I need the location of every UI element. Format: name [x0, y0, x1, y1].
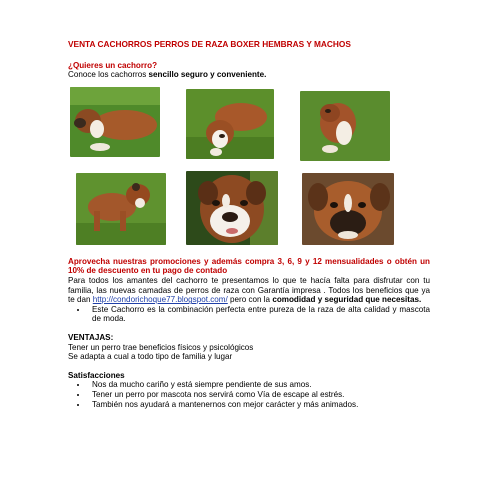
promo-text: Aprovecha nuestras promociones y además compra 3, 6, 9 y 12 mensualidades o obtén un 10% de descuento en tu pago de contado: [68, 256, 430, 276]
puppy-photo-3: [300, 91, 390, 161]
satisfacciones-list: [68, 380, 430, 409]
document-page: [68, 40, 430, 409]
question-heading: ¿Quieres un cachorro?: [68, 60, 158, 70]
ventajas-heading: VENTAJAS:: [68, 332, 114, 342]
list-item: • También nos ayudará a mantenernos con mejor carácter y más animados.: [88, 400, 430, 410]
main-paragraph: [68, 276, 430, 305]
list-item: • Este Cachorro es la combinación perfecta entre pureza de la raza de alta calidad y mascota de moda.: [88, 305, 430, 324]
blog-link[interactable]: http://condorichoque77.blogspot.com/: [92, 295, 228, 305]
paragraph-bold: comodidad y seguridad que necesitas.: [272, 295, 422, 305]
page-title: VENTA CACHORROS PERROS DE RAZA BOXER HEMBRAS Y MACHOS: [68, 39, 351, 49]
feature-list: [68, 305, 430, 324]
puppy-photo-1: [70, 87, 160, 157]
ventajas-line-2: Se adapta a cual a todo tipo de familia y lugar: [68, 352, 233, 362]
satisfacciones-heading: Satisfacciones: [68, 370, 125, 380]
ventajas-line-1: Tener un perro trae beneficios físicos y psicológicos: [68, 342, 254, 352]
list-item: • Tener un perro por mascota nos servirá como Vía de escape al estrés.: [88, 390, 430, 400]
puppy-photo-5: [186, 171, 278, 245]
intro-bold: sencillo seguro y conveniente.: [148, 70, 267, 80]
intro-prefix: Conoce los cachorros: [68, 70, 149, 80]
puppy-photo-4: [76, 173, 166, 245]
puppy-photo-6: [302, 173, 394, 245]
puppy-photo-grid: [68, 87, 430, 245]
paragraph-prefix: Para todos los amantes del cachorro te presentamos lo que te hacía falta para disfrutar con tu familia, las nuevas camadas de perros de raza con Garantía impresa . Todos los beneficios que ya te dan: [68, 275, 430, 305]
paragraph-mid: pero con la: [227, 295, 273, 305]
intro-text: [68, 70, 430, 80]
list-item: • Nos da mucho cariño y está siempre pendiente de sus amos.: [88, 380, 430, 390]
puppy-photo-2: [186, 89, 274, 159]
